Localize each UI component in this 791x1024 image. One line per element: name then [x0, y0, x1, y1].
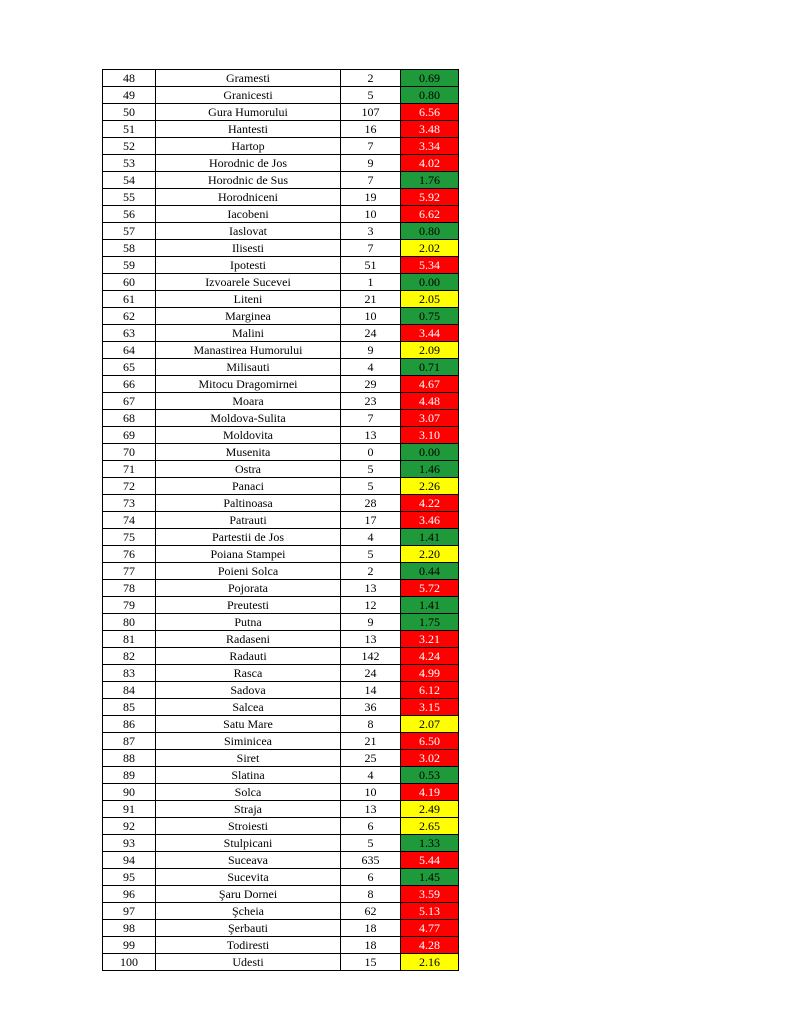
- table-row: [103, 512, 459, 529]
- locality-name-cell: Mitocu Dragomirnei: [156, 376, 341, 393]
- case-count-cell: 4: [341, 359, 401, 376]
- incidence-rate-cell: 0.53: [401, 767, 459, 784]
- row-number-cell: 90: [103, 784, 156, 801]
- locality-name-cell: Gura Humorului: [156, 104, 341, 121]
- table-row: [103, 869, 459, 886]
- locality-name-cell: Satu Mare: [156, 716, 341, 733]
- row-number-cell: 65: [103, 359, 156, 376]
- locality-name-cell: Todiresti: [156, 937, 341, 954]
- case-count-cell: 0: [341, 444, 401, 461]
- incidence-rate-cell: 0.44: [401, 563, 459, 580]
- table-row: [103, 291, 459, 308]
- incidence-rate-cell: 3.46: [401, 512, 459, 529]
- row-number-cell: 52: [103, 138, 156, 155]
- table-row: [103, 614, 459, 631]
- localities-table: [102, 69, 459, 971]
- case-count-cell: 5: [341, 461, 401, 478]
- row-number-cell: 79: [103, 597, 156, 614]
- row-number-cell: 91: [103, 801, 156, 818]
- case-count-cell: 51: [341, 257, 401, 274]
- case-count-cell: 17: [341, 512, 401, 529]
- table-row: [103, 665, 459, 682]
- row-number-cell: 78: [103, 580, 156, 597]
- row-number-cell: 93: [103, 835, 156, 852]
- locality-name-cell: Stulpicani: [156, 835, 341, 852]
- row-number-cell: 56: [103, 206, 156, 223]
- row-number-cell: 88: [103, 750, 156, 767]
- table-row: [103, 155, 459, 172]
- incidence-rate-cell: 2.05: [401, 291, 459, 308]
- row-number-cell: 87: [103, 733, 156, 750]
- row-number-cell: 57: [103, 223, 156, 240]
- incidence-rate-cell: 1.75: [401, 614, 459, 631]
- table-row: [103, 342, 459, 359]
- locality-name-cell: Sadova: [156, 682, 341, 699]
- locality-name-cell: Panaci: [156, 478, 341, 495]
- incidence-rate-cell: 0.00: [401, 444, 459, 461]
- table-row: [103, 206, 459, 223]
- incidence-rate-cell: 0.80: [401, 87, 459, 104]
- row-number-cell: 62: [103, 308, 156, 325]
- case-count-cell: 23: [341, 393, 401, 410]
- case-count-cell: 13: [341, 631, 401, 648]
- row-number-cell: 97: [103, 903, 156, 920]
- incidence-rate-cell: 3.07: [401, 410, 459, 427]
- locality-name-cell: Hartop: [156, 138, 341, 155]
- incidence-rate-cell: 5.13: [401, 903, 459, 920]
- row-number-cell: 92: [103, 818, 156, 835]
- table-row: [103, 87, 459, 104]
- incidence-rate-cell: 3.15: [401, 699, 459, 716]
- row-number-cell: 76: [103, 546, 156, 563]
- case-count-cell: 5: [341, 835, 401, 852]
- row-number-cell: 60: [103, 274, 156, 291]
- row-number-cell: 77: [103, 563, 156, 580]
- case-count-cell: 6: [341, 818, 401, 835]
- row-number-cell: 61: [103, 291, 156, 308]
- table-row: [103, 529, 459, 546]
- locality-name-cell: Şaru Dornei: [156, 886, 341, 903]
- incidence-rate-cell: 6.62: [401, 206, 459, 223]
- row-number-cell: 100: [103, 954, 156, 971]
- table-row: [103, 954, 459, 971]
- table-row: [103, 682, 459, 699]
- incidence-rate-cell: 2.65: [401, 818, 459, 835]
- case-count-cell: 4: [341, 767, 401, 784]
- incidence-rate-cell: 6.56: [401, 104, 459, 121]
- case-count-cell: 4: [341, 529, 401, 546]
- locality-name-cell: Manastirea Humorului: [156, 342, 341, 359]
- table-row: [103, 189, 459, 206]
- case-count-cell: 5: [341, 546, 401, 563]
- incidence-rate-cell: 0.71: [401, 359, 459, 376]
- case-count-cell: 36: [341, 699, 401, 716]
- locality-name-cell: Iacobeni: [156, 206, 341, 223]
- row-number-cell: 98: [103, 920, 156, 937]
- locality-name-cell: Slatina: [156, 767, 341, 784]
- table-row: [103, 427, 459, 444]
- locality-name-cell: Partestii de Jos: [156, 529, 341, 546]
- case-count-cell: 142: [341, 648, 401, 665]
- case-count-cell: 3: [341, 223, 401, 240]
- incidence-rate-cell: 4.67: [401, 376, 459, 393]
- table-row: [103, 937, 459, 954]
- locality-name-cell: Stroiesti: [156, 818, 341, 835]
- locality-name-cell: Izvoarele Sucevei: [156, 274, 341, 291]
- row-number-cell: 99: [103, 937, 156, 954]
- case-count-cell: 635: [341, 852, 401, 869]
- case-count-cell: 107: [341, 104, 401, 121]
- case-count-cell: 12: [341, 597, 401, 614]
- incidence-rate-cell: 2.16: [401, 954, 459, 971]
- incidence-rate-cell: 2.26: [401, 478, 459, 495]
- row-number-cell: 81: [103, 631, 156, 648]
- table-row: [103, 920, 459, 937]
- table-row: [103, 648, 459, 665]
- case-count-cell: 5: [341, 478, 401, 495]
- case-count-cell: 13: [341, 427, 401, 444]
- row-number-cell: 64: [103, 342, 156, 359]
- row-number-cell: 94: [103, 852, 156, 869]
- locality-name-cell: Radaseni: [156, 631, 341, 648]
- table-row: [103, 308, 459, 325]
- row-number-cell: 50: [103, 104, 156, 121]
- table-row: [103, 70, 459, 87]
- locality-name-cell: Ilisesti: [156, 240, 341, 257]
- row-number-cell: 67: [103, 393, 156, 410]
- row-number-cell: 85: [103, 699, 156, 716]
- table-row: [103, 818, 459, 835]
- table-row: [103, 563, 459, 580]
- case-count-cell: 25: [341, 750, 401, 767]
- incidence-rate-cell: 2.07: [401, 716, 459, 733]
- incidence-rate-cell: 4.99: [401, 665, 459, 682]
- case-count-cell: 6: [341, 869, 401, 886]
- locality-name-cell: Moara: [156, 393, 341, 410]
- case-count-cell: 18: [341, 937, 401, 954]
- case-count-cell: 7: [341, 172, 401, 189]
- incidence-rate-cell: 1.45: [401, 869, 459, 886]
- incidence-rate-cell: 1.76: [401, 172, 459, 189]
- table-row: [103, 903, 459, 920]
- incidence-rate-cell: 2.49: [401, 801, 459, 818]
- table-row: [103, 257, 459, 274]
- incidence-rate-cell: 5.34: [401, 257, 459, 274]
- incidence-rate-cell: 0.69: [401, 70, 459, 87]
- locality-name-cell: Poiana Stampei: [156, 546, 341, 563]
- table-row: [103, 801, 459, 818]
- case-count-cell: 9: [341, 155, 401, 172]
- incidence-rate-cell: 3.34: [401, 138, 459, 155]
- incidence-rate-cell: 3.10: [401, 427, 459, 444]
- case-count-cell: 10: [341, 784, 401, 801]
- table-row: [103, 274, 459, 291]
- case-count-cell: 13: [341, 580, 401, 597]
- case-count-cell: 5: [341, 87, 401, 104]
- table-row: [103, 495, 459, 512]
- table-row: [103, 580, 459, 597]
- row-number-cell: 82: [103, 648, 156, 665]
- locality-name-cell: Udesti: [156, 954, 341, 971]
- table-row: [103, 478, 459, 495]
- table-row: [103, 104, 459, 121]
- case-count-cell: 9: [341, 614, 401, 631]
- row-number-cell: 80: [103, 614, 156, 631]
- row-number-cell: 54: [103, 172, 156, 189]
- case-count-cell: 24: [341, 325, 401, 342]
- locality-name-cell: Gramesti: [156, 70, 341, 87]
- case-count-cell: 14: [341, 682, 401, 699]
- case-count-cell: 8: [341, 716, 401, 733]
- locality-name-cell: Liteni: [156, 291, 341, 308]
- case-count-cell: 10: [341, 206, 401, 223]
- locality-name-cell: Milisauti: [156, 359, 341, 376]
- table-body: [103, 70, 459, 971]
- incidence-rate-cell: 4.24: [401, 648, 459, 665]
- row-number-cell: 58: [103, 240, 156, 257]
- case-count-cell: 24: [341, 665, 401, 682]
- case-count-cell: 1: [341, 274, 401, 291]
- locality-name-cell: Musenita: [156, 444, 341, 461]
- locality-name-cell: Radauti: [156, 648, 341, 665]
- table-row: [103, 597, 459, 614]
- table-row: [103, 410, 459, 427]
- row-number-cell: 84: [103, 682, 156, 699]
- locality-name-cell: Suceava: [156, 852, 341, 869]
- case-count-cell: 7: [341, 240, 401, 257]
- incidence-rate-cell: 6.50: [401, 733, 459, 750]
- incidence-rate-cell: 0.75: [401, 308, 459, 325]
- table-row: [103, 240, 459, 257]
- incidence-rate-cell: 5.44: [401, 852, 459, 869]
- incidence-rate-cell: 4.77: [401, 920, 459, 937]
- table-row: [103, 784, 459, 801]
- table-row: [103, 172, 459, 189]
- locality-name-cell: Şcheia: [156, 903, 341, 920]
- row-number-cell: 71: [103, 461, 156, 478]
- incidence-rate-cell: 1.33: [401, 835, 459, 852]
- row-number-cell: 59: [103, 257, 156, 274]
- table-row: [103, 852, 459, 869]
- incidence-rate-cell: 5.92: [401, 189, 459, 206]
- locality-name-cell: Horodnic de Jos: [156, 155, 341, 172]
- case-count-cell: 13: [341, 801, 401, 818]
- locality-name-cell: Iaslovat: [156, 223, 341, 240]
- table-row: [103, 393, 459, 410]
- case-count-cell: 7: [341, 410, 401, 427]
- case-count-cell: 7: [341, 138, 401, 155]
- incidence-rate-cell: 3.21: [401, 631, 459, 648]
- locality-name-cell: Horodnic de Sus: [156, 172, 341, 189]
- locality-name-cell: Marginea: [156, 308, 341, 325]
- table-row: [103, 699, 459, 716]
- case-count-cell: 21: [341, 291, 401, 308]
- locality-name-cell: Ostra: [156, 461, 341, 478]
- locality-name-cell: Moldovita: [156, 427, 341, 444]
- row-number-cell: 48: [103, 70, 156, 87]
- locality-name-cell: Granicesti: [156, 87, 341, 104]
- table-row: [103, 546, 459, 563]
- incidence-rate-cell: 3.59: [401, 886, 459, 903]
- locality-name-cell: Rasca: [156, 665, 341, 682]
- incidence-rate-cell: 1.46: [401, 461, 459, 478]
- case-count-cell: 15: [341, 954, 401, 971]
- locality-name-cell: Putna: [156, 614, 341, 631]
- locality-name-cell: Siminicea: [156, 733, 341, 750]
- incidence-rate-cell: 2.20: [401, 546, 459, 563]
- locality-name-cell: Hantesti: [156, 121, 341, 138]
- row-number-cell: 72: [103, 478, 156, 495]
- locality-name-cell: Salcea: [156, 699, 341, 716]
- incidence-rate-cell: 4.28: [401, 937, 459, 954]
- incidence-rate-cell: 4.48: [401, 393, 459, 410]
- row-number-cell: 89: [103, 767, 156, 784]
- row-number-cell: 68: [103, 410, 156, 427]
- locality-name-cell: Patrauti: [156, 512, 341, 529]
- row-number-cell: 69: [103, 427, 156, 444]
- row-number-cell: 73: [103, 495, 156, 512]
- incidence-rate-cell: 0.80: [401, 223, 459, 240]
- locality-name-cell: Paltinoasa: [156, 495, 341, 512]
- locality-name-cell: Straja: [156, 801, 341, 818]
- case-count-cell: 18: [341, 920, 401, 937]
- locality-name-cell: Preutesti: [156, 597, 341, 614]
- table-row: [103, 325, 459, 342]
- locality-name-cell: Siret: [156, 750, 341, 767]
- incidence-rate-cell: 3.44: [401, 325, 459, 342]
- row-number-cell: 95: [103, 869, 156, 886]
- locality-name-cell: Horodniceni: [156, 189, 341, 206]
- row-number-cell: 55: [103, 189, 156, 206]
- table-row: [103, 461, 459, 478]
- table-row: [103, 886, 459, 903]
- case-count-cell: 29: [341, 376, 401, 393]
- case-count-cell: 10: [341, 308, 401, 325]
- incidence-rate-cell: 4.22: [401, 495, 459, 512]
- row-number-cell: 51: [103, 121, 156, 138]
- row-number-cell: 63: [103, 325, 156, 342]
- locality-name-cell: Moldova-Sulita: [156, 410, 341, 427]
- locality-name-cell: Ipotesti: [156, 257, 341, 274]
- table-row: [103, 444, 459, 461]
- incidence-rate-cell: 1.41: [401, 597, 459, 614]
- locality-name-cell: Şerbauti: [156, 920, 341, 937]
- row-number-cell: 70: [103, 444, 156, 461]
- locality-name-cell: Solca: [156, 784, 341, 801]
- table-row: [103, 631, 459, 648]
- row-number-cell: 75: [103, 529, 156, 546]
- incidence-rate-cell: 2.09: [401, 342, 459, 359]
- row-number-cell: 66: [103, 376, 156, 393]
- case-count-cell: 21: [341, 733, 401, 750]
- incidence-rate-cell: 3.48: [401, 121, 459, 138]
- table-row: [103, 223, 459, 240]
- table-row: [103, 359, 459, 376]
- table-row: [103, 376, 459, 393]
- case-count-cell: 2: [341, 70, 401, 87]
- table-row: [103, 767, 459, 784]
- table-row: [103, 716, 459, 733]
- table-row: [103, 121, 459, 138]
- locality-name-cell: Malini: [156, 325, 341, 342]
- locality-name-cell: Sucevita: [156, 869, 341, 886]
- locality-name-cell: Pojorata: [156, 580, 341, 597]
- case-count-cell: 2: [341, 563, 401, 580]
- incidence-rate-cell: 6.12: [401, 682, 459, 699]
- row-number-cell: 53: [103, 155, 156, 172]
- case-count-cell: 19: [341, 189, 401, 206]
- row-number-cell: 74: [103, 512, 156, 529]
- incidence-rate-cell: 2.02: [401, 240, 459, 257]
- incidence-rate-cell: 3.02: [401, 750, 459, 767]
- incidence-rate-cell: 0.00: [401, 274, 459, 291]
- incidence-rate-cell: 4.02: [401, 155, 459, 172]
- incidence-rate-cell: 1.41: [401, 529, 459, 546]
- case-count-cell: 16: [341, 121, 401, 138]
- row-number-cell: 96: [103, 886, 156, 903]
- incidence-rate-cell: 4.19: [401, 784, 459, 801]
- table-row: [103, 733, 459, 750]
- case-count-cell: 62: [341, 903, 401, 920]
- row-number-cell: 83: [103, 665, 156, 682]
- case-count-cell: 28: [341, 495, 401, 512]
- row-number-cell: 86: [103, 716, 156, 733]
- case-count-cell: 8: [341, 886, 401, 903]
- table-row: [103, 138, 459, 155]
- locality-name-cell: Poieni Solca: [156, 563, 341, 580]
- incidence-rate-cell: 5.72: [401, 580, 459, 597]
- row-number-cell: 49: [103, 87, 156, 104]
- table-row: [103, 835, 459, 852]
- case-count-cell: 9: [341, 342, 401, 359]
- table-row: [103, 750, 459, 767]
